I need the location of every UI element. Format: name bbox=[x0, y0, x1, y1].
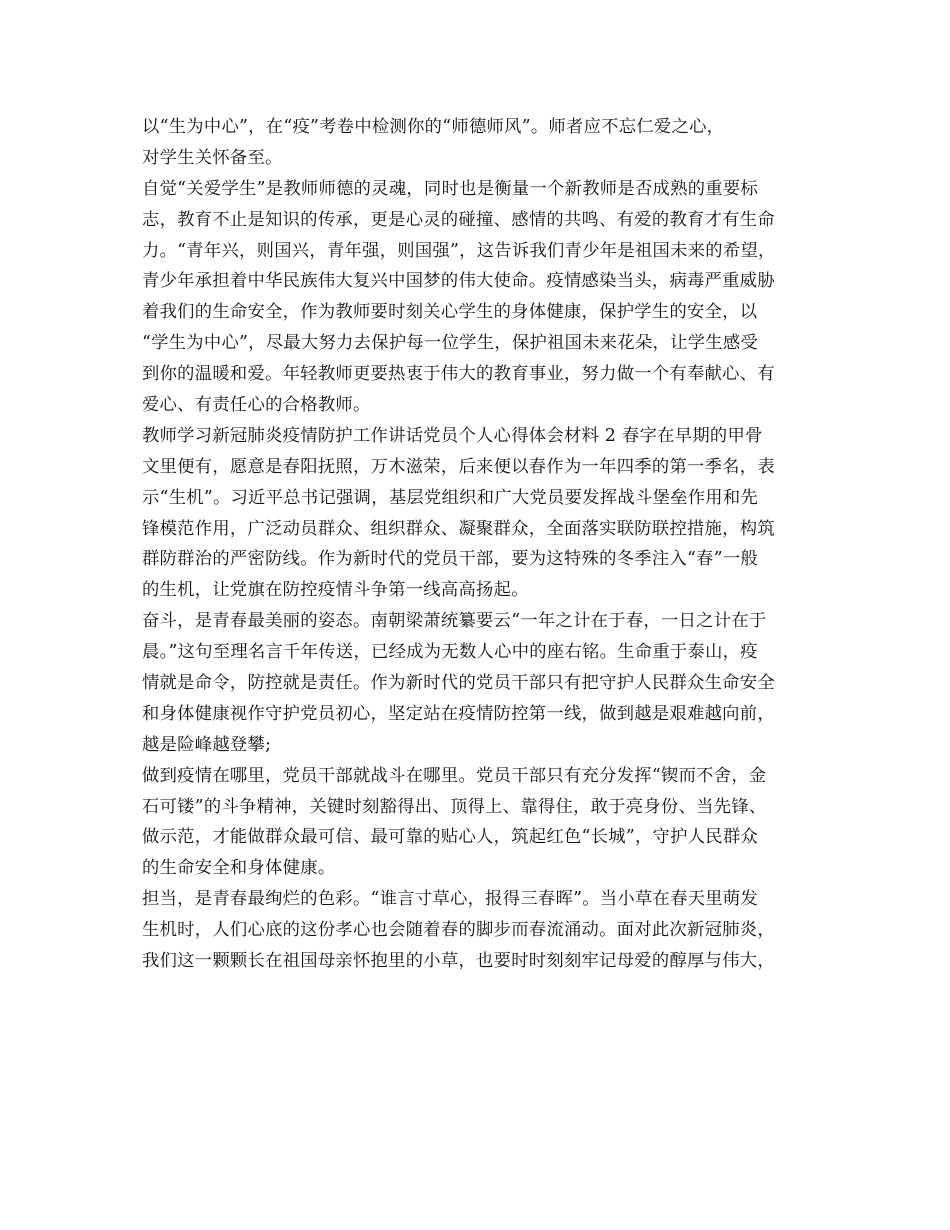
text-line: 奋斗，是青春最美丽的姿态。南朝梁萧统纂要云“一年之计在于春，一日之计在于 bbox=[142, 611, 767, 632]
text-line: 生机时，人们心底的这份孝心也会随着春的脚步而春流涌动。面对此次新冠肺炎， bbox=[142, 920, 775, 941]
text-line: 群防群治的严密防线。作为新时代的党员干部，要为这特殊的冬季注入“春”一般 bbox=[142, 549, 759, 570]
text-line: 石可镂”的斗争精神，关键时刻豁得出、顶得上、靠得住，敢于亮身份、当先锋、 bbox=[142, 796, 767, 817]
text-line: 文里便有，愿意是春阳抚照，万木滋荣，后来便以春作为一年四季的第一季名，表 bbox=[142, 456, 775, 477]
text-line: 担当，是青春最绚烂的色彩。“谁言寸草心，报得三春晖”。当小草在春天里萌发 bbox=[142, 889, 759, 910]
text-line: 以“生为中心”，在“疫”考卷中检测你的“师德师风”。师者应不忘仁爱之心， bbox=[142, 117, 725, 137]
text-line: 着我们的生命安全，作为教师要时刻关心学生的身体健康，保护学生的安全，以 bbox=[142, 302, 758, 323]
text-line: 教师学习新冠肺炎疫情防护工作讲话党员个人心得体会材料 2 春字在早期的甲骨 bbox=[142, 425, 763, 446]
text-line: 情就是命令，防控就是责任。作为新时代的党员干部只有把守护人民群众生命安全 bbox=[142, 673, 775, 694]
text-line: 对学生关怀备至。 bbox=[142, 147, 283, 168]
text-line: 做示范，才能做群众最可信、最可靠的贴心人，筑起红色“长城”，守护人民群众 bbox=[142, 827, 759, 848]
text-line: 的生机，让党旗在防控疫情斗争第一线高高扬起。 bbox=[142, 580, 529, 601]
text-line: 越是险峰越登攀; bbox=[142, 734, 272, 755]
text-line: 锋模范作用，广泛动员群众、组织群众、凝聚群众，全面落实联防联控措施，构筑 bbox=[142, 518, 775, 539]
text-line: 示“生机”。习近平总书记强调，基层党组织和广大党员要发挥战斗堡垒作用和先 bbox=[142, 487, 759, 508]
document-body bbox=[142, 112, 832, 977]
text-line: 志，教育不止是知识的传承，更是心灵的碰撞、感情的共鸣、有爱的教育才有生命 bbox=[142, 209, 775, 230]
text-line: 晨。”这句至理名言千年传送，已经成为无数人心中的座右铭。生命重于泰山，疫 bbox=[142, 642, 758, 663]
text-line: 力。“青年兴，则国兴，青年强，则国强”，这告诉我们青少年是祖国未来的希望， bbox=[142, 240, 776, 261]
text-line: 青少年承担着中华民族伟大复兴中国梦的伟大使命。疫情感染当头，病毒严重威胁 bbox=[142, 271, 775, 292]
text-line: 爱心、有责任心的合格教师。 bbox=[142, 395, 371, 416]
text-line: 做到疫情在哪里，党员干部就战斗在哪里。党员干部只有充分发挥“锲而不舍，金 bbox=[142, 765, 767, 786]
text-line: 的生命安全和身体健康。 bbox=[142, 858, 336, 879]
text-line: “学生为中心”，尽最大努力去保护每一位学生，保护祖国未来花朵，让学生感受 bbox=[142, 333, 759, 354]
text-line: 和身体健康视作守护党员初心，坚定站在疫情防控第一线，做到越是艰难越向前， bbox=[142, 703, 775, 724]
text-line: 自觉“关爱学生”是教师师德的灵魂，同时也是衡量一个新教师是否成熟的重要标 bbox=[142, 178, 759, 199]
text-line: 我们这一颗颗长在祖国母亲怀抱里的小草，也要时时刻刻牢记母爱的醇厚与伟大， bbox=[142, 951, 775, 972]
text-line: 到你的温暖和爱。年轻教师更要热衷于伟大的教育事业，努力做一个有奉献心、有 bbox=[142, 364, 775, 385]
